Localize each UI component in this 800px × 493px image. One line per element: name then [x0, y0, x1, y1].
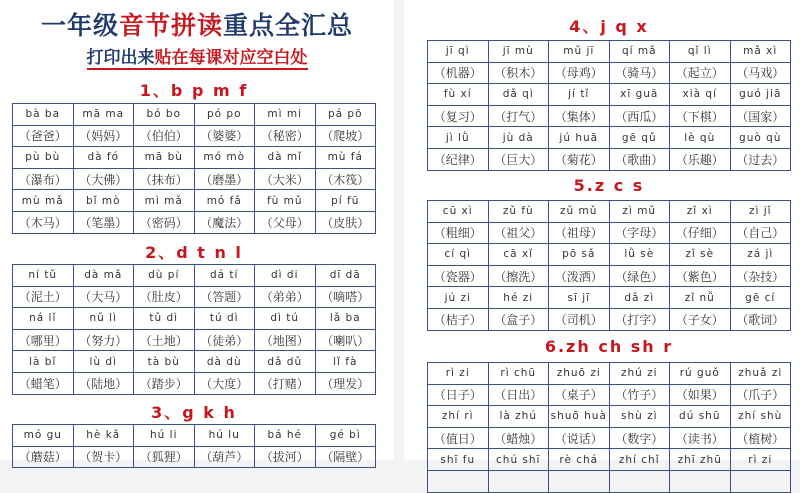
hanzi-row: [428, 148, 791, 170]
hanzi-cell: （绿色）: [609, 265, 670, 287]
section-heading: 4、j q x: [569, 17, 649, 36]
hanzi-cell: （擦洗）: [488, 265, 549, 287]
pinyin-row: [428, 244, 791, 266]
hanzi-cell: （瓷器）: [428, 265, 489, 287]
pinyin-row: [13, 425, 376, 447]
hanzi-cell: （瀑布）: [13, 168, 74, 190]
hanzi-cell: [428, 470, 489, 492]
hanzi-cell: （秘密）: [255, 125, 316, 147]
hanzi-cell: （司机）: [549, 308, 610, 330]
hanzi-cell: （日子）: [428, 384, 489, 406]
pinyin-cell: cū xì: [428, 201, 489, 223]
pinyin-cell: zǐ nǚ: [670, 287, 731, 309]
hanzi-cell: （歌曲）: [609, 148, 670, 170]
pinyin-cell: tà bù: [134, 351, 195, 373]
hanzi-cell: （木筏）: [315, 168, 376, 190]
pinyin-row: [13, 190, 376, 212]
pinyin-cell: bó bo: [134, 104, 195, 126]
section-heading: 2、d t n l: [145, 243, 243, 262]
pinyin-cell: là zhú: [488, 406, 549, 428]
pinyin-row: [428, 127, 791, 149]
pinyin-cell: dì tú: [255, 308, 316, 330]
hanzi-cell: （打气）: [488, 105, 549, 127]
pinyin-cell: tú dì: [194, 308, 255, 330]
pinyin-cell: dǎ dǔ: [255, 351, 316, 373]
pinyin-cell: lǐ fà: [315, 351, 376, 373]
pinyin-cell: dù pí: [134, 265, 195, 287]
hanzi-cell: （说话）: [549, 427, 610, 449]
hanzi-cell: （抹布）: [134, 168, 195, 190]
pinyin-cell: mù fá: [315, 147, 376, 169]
syllable-table: [427, 362, 791, 493]
hanzi-cell: （菊花）: [549, 148, 610, 170]
pinyin-row: [428, 287, 791, 309]
hanzi-row: [428, 265, 791, 287]
pinyin-cell: rì zi: [428, 363, 489, 385]
pinyin-cell: sī jī: [549, 287, 610, 309]
hanzi-row: [428, 308, 791, 330]
hanzi-cell: （婆婆）: [194, 125, 255, 147]
hanzi-cell: （磨墨）: [194, 168, 255, 190]
syllable-table: [12, 103, 376, 234]
pinyin-cell: zhuō zi: [549, 363, 610, 385]
hanzi-cell: （蜡笔）: [13, 372, 74, 394]
hanzi-cell: （土地）: [134, 329, 195, 351]
hanzi-row: [428, 427, 791, 449]
pinyin-row: [428, 41, 791, 63]
hanzi-cell: [609, 470, 670, 492]
syllable-table: [427, 200, 791, 331]
hanzi-cell: （妈妈）: [73, 125, 134, 147]
pinyin-cell: dà dù: [194, 351, 255, 373]
section-heading: 1、b p m f: [139, 81, 249, 100]
hanzi-cell: （父母）: [255, 211, 316, 233]
pinyin-cell: dá tí: [194, 265, 255, 287]
hanzi-cell: （努力）: [73, 329, 134, 351]
pinyin-cell: cí qì: [428, 244, 489, 266]
subtitle-part2: 贴在每课对应空白处: [154, 48, 308, 68]
hanzi-cell: （歌词）: [730, 308, 791, 330]
pinyin-cell: dī dā: [315, 265, 376, 287]
pinyin-cell: mì mi: [255, 104, 316, 126]
pinyin-cell: rè chá: [549, 449, 610, 471]
hanzi-cell: （乐趣）: [670, 148, 731, 170]
pinyin-cell: rì zi: [730, 449, 791, 471]
pinyin-cell: zhí rì: [428, 406, 489, 428]
hanzi-row: [13, 446, 376, 468]
hanzi-cell: （日出）: [488, 384, 549, 406]
hanzi-cell: [670, 470, 731, 492]
pinyin-cell: mó fǎ: [194, 190, 255, 212]
hanzi-cell: （弟弟）: [255, 286, 316, 308]
hanzi-cell: （下棋）: [670, 105, 731, 127]
title-part2: 音节拼读: [118, 11, 223, 40]
hanzi-row: [428, 105, 791, 127]
hanzi-cell: （蘑菇）: [13, 446, 74, 468]
pinyin-row: [13, 147, 376, 169]
hanzi-cell: （狐狸）: [134, 446, 195, 468]
hanzi-row: [428, 384, 791, 406]
pinyin-cell: guò qù: [730, 127, 791, 149]
hanzi-cell: （如果）: [670, 384, 731, 406]
hanzi-cell: （母鸡）: [549, 62, 610, 84]
section-heading: 6.zh ch sh r: [544, 337, 674, 356]
pinyin-row: [13, 104, 376, 126]
pinyin-cell: zǐ sè: [670, 244, 731, 266]
hanzi-cell: （笔墨）: [73, 211, 134, 233]
hanzi-row: [13, 329, 376, 351]
pinyin-cell: gē qǔ: [609, 127, 670, 149]
pinyin-cell: zhú zi: [609, 363, 670, 385]
hanzi-row: [13, 125, 376, 147]
pinyin-cell: mā ma: [73, 104, 134, 126]
pinyin-cell: zhí chǐ: [609, 449, 670, 471]
hanzi-cell: （密码）: [134, 211, 195, 233]
hanzi-cell: （泥土）: [13, 286, 74, 308]
pinyin-cell: dà fó: [73, 147, 134, 169]
pinyin-cell: cā xǐ: [488, 244, 549, 266]
syllable-table: [427, 40, 791, 171]
pinyin-cell: zhí shù: [730, 406, 791, 428]
pinyin-cell: gé bì: [315, 425, 376, 447]
hanzi-row: [13, 168, 376, 190]
pinyin-cell: zhuǎ zi: [730, 363, 791, 385]
pinyin-cell: hé zi: [488, 287, 549, 309]
hanzi-cell: （值日）: [428, 427, 489, 449]
pinyin-cell: jì lǜ: [428, 127, 489, 149]
hanzi-cell: （哪里）: [13, 329, 74, 351]
hanzi-cell: （巨大）: [488, 148, 549, 170]
pinyin-cell: fù mǔ: [255, 190, 316, 212]
pinyin-cell: shuō huà: [549, 406, 610, 428]
hanzi-cell: （大马）: [73, 286, 134, 308]
hanzi-cell: （木马）: [13, 211, 74, 233]
pinyin-cell: jù dà: [488, 127, 549, 149]
pinyin-cell: jí tǐ: [549, 84, 610, 106]
hanzi-cell: （国家）: [730, 105, 791, 127]
pinyin-cell: pí fū: [315, 190, 376, 212]
hanzi-cell: （喇叭）: [315, 329, 376, 351]
pinyin-cell: rú guǒ: [670, 363, 731, 385]
hanzi-row: [13, 372, 376, 394]
hanzi-cell: （桌子）: [549, 384, 610, 406]
pinyin-cell: chú shī: [488, 449, 549, 471]
left-page: [0, 0, 394, 465]
hanzi-cell: （葫芦）: [194, 446, 255, 468]
pinyin-cell: xià qí: [670, 84, 731, 106]
pinyin-cell: nǔ lì: [73, 308, 134, 330]
pinyin-cell: zǐ xì: [670, 201, 731, 223]
hanzi-cell: （答题）: [194, 286, 255, 308]
hanzi-cell: （祖父）: [488, 222, 549, 244]
subtitle-part1: 打印出来: [86, 48, 155, 68]
hanzi-cell: [488, 470, 549, 492]
hanzi-cell: （贺卡）: [73, 446, 134, 468]
hanzi-cell: （集体）: [549, 105, 610, 127]
pinyin-cell: qí mǎ: [609, 41, 670, 63]
pinyin-row: [428, 84, 791, 106]
syllable-table: [12, 424, 376, 468]
pinyin-cell: zá jì: [730, 244, 791, 266]
section-heading: 5.z c s: [573, 176, 645, 195]
hanzi-cell: [549, 470, 610, 492]
hanzi-cell: （打字）: [609, 308, 670, 330]
hanzi-cell: （蜡烛）: [488, 427, 549, 449]
pinyin-cell: dà mǐ: [255, 147, 316, 169]
pinyin-cell: rì chū: [488, 363, 549, 385]
pinyin-cell: lù dì: [73, 351, 134, 373]
pinyin-cell: zhī zhū: [670, 449, 731, 471]
hanzi-row: [428, 470, 791, 492]
page-title: [0, 6, 394, 42]
pinyin-cell: mó mò: [194, 147, 255, 169]
pinyin-cell: shī fu: [428, 449, 489, 471]
pinyin-cell: jú huā: [549, 127, 610, 149]
pinyin-cell: dà mǎ: [73, 265, 134, 287]
pinyin-cell: hú lu: [194, 425, 255, 447]
pinyin-cell: jī qì: [428, 41, 489, 63]
hanzi-cell: （机器）: [428, 62, 489, 84]
hanzi-cell: （过去）: [730, 148, 791, 170]
hanzi-row: [428, 222, 791, 244]
pinyin-row: [13, 351, 376, 373]
hanzi-cell: （泼洒）: [549, 265, 610, 287]
pinyin-cell: pó po: [194, 104, 255, 126]
hanzi-cell: （竹子）: [609, 384, 670, 406]
hanzi-cell: （理发）: [315, 372, 376, 394]
pinyin-cell: lè qù: [670, 127, 731, 149]
pinyin-cell: pù bù: [13, 147, 74, 169]
pinyin-cell: ní tǔ: [13, 265, 74, 287]
hanzi-cell: （大佛）: [73, 168, 134, 190]
pinyin-cell: qǐ lì: [670, 41, 731, 63]
hanzi-cell: （徒弟）: [194, 329, 255, 351]
hanzi-cell: （打赌）: [255, 372, 316, 394]
pinyin-row: [428, 201, 791, 223]
hanzi-cell: （数字）: [609, 427, 670, 449]
pinyin-row: [428, 363, 791, 385]
hanzi-cell: （积木）: [488, 62, 549, 84]
hanzi-cell: （字母）: [609, 222, 670, 244]
hanzi-cell: （纪律）: [428, 148, 489, 170]
hanzi-cell: （魔法）: [194, 211, 255, 233]
hanzi-cell: （嘀嗒）: [315, 286, 376, 308]
title-part3: 重点全汇总: [223, 11, 354, 40]
pinyin-cell: bá hé: [255, 425, 316, 447]
pinyin-row: [13, 308, 376, 330]
hanzi-cell: （陆地）: [73, 372, 134, 394]
pinyin-cell: jú zi: [428, 287, 489, 309]
pinyin-cell: mǔ jī: [549, 41, 610, 63]
title-part1: 一年级: [40, 11, 119, 40]
hanzi-cell: （大度）: [194, 372, 255, 394]
pinyin-cell: tǔ dì: [134, 308, 195, 330]
pinyin-cell: zì jǐ: [730, 201, 791, 223]
pinyin-cell: mù mǎ: [13, 190, 74, 212]
pinyin-cell: lǎ ba: [315, 308, 376, 330]
pinyin-cell: mì mǎ: [134, 190, 195, 212]
pinyin-cell: dǎ zì: [609, 287, 670, 309]
pinyin-cell: lǜ sè: [609, 244, 670, 266]
pinyin-cell: dú shū: [670, 406, 731, 428]
pinyin-cell: xī guā: [609, 84, 670, 106]
hanzi-cell: （皮肤）: [315, 211, 376, 233]
pinyin-cell: zǔ mǔ: [549, 201, 610, 223]
pinyin-cell: bǐ mò: [73, 190, 134, 212]
pinyin-cell: pá pō: [315, 104, 376, 126]
hanzi-cell: （祖母）: [549, 222, 610, 244]
hanzi-cell: （紫色）: [670, 265, 731, 287]
hanzi-cell: （杂技）: [730, 265, 791, 287]
hanzi-row: [13, 286, 376, 308]
hanzi-cell: [730, 470, 791, 492]
hanzi-cell: （地图）: [255, 329, 316, 351]
pinyin-cell: là bǐ: [13, 351, 74, 373]
hanzi-cell: （伯伯）: [134, 125, 195, 147]
hanzi-cell: （植树）: [730, 427, 791, 449]
pinyin-cell: zì mǔ: [609, 201, 670, 223]
pinyin-cell: mā bù: [134, 147, 195, 169]
pinyin-cell: gē cí: [730, 287, 791, 309]
pinyin-cell: guó jiā: [730, 84, 791, 106]
pinyin-cell: pō sǎ: [549, 244, 610, 266]
hanzi-cell: （仔细）: [670, 222, 731, 244]
hanzi-cell: （爪子）: [730, 384, 791, 406]
subtitle: [0, 43, 394, 68]
pinyin-cell: zǔ fù: [488, 201, 549, 223]
hanzi-cell: （踏步）: [134, 372, 195, 394]
pinyin-cell: hè kǎ: [73, 425, 134, 447]
pinyin-row: [13, 265, 376, 287]
pinyin-cell: dǎ qì: [488, 84, 549, 106]
pinyin-cell: shù zì: [609, 406, 670, 428]
pinyin-cell: dì di: [255, 265, 316, 287]
hanzi-cell: （盒子）: [488, 308, 549, 330]
hanzi-cell: （爸爸）: [13, 125, 74, 147]
section-heading: 3、g k h: [151, 403, 237, 422]
hanzi-cell: （读书）: [670, 427, 731, 449]
pinyin-cell: jī mù: [488, 41, 549, 63]
hanzi-cell: （西瓜）: [609, 105, 670, 127]
hanzi-cell: （子女）: [670, 308, 731, 330]
right-page: [404, 0, 800, 466]
hanzi-cell: （骑马）: [609, 62, 670, 84]
hanzi-cell: （隔壁）: [315, 446, 376, 468]
pinyin-cell: mǎ xì: [730, 41, 791, 63]
hanzi-cell: （起立）: [670, 62, 731, 84]
hanzi-cell: （肚皮）: [134, 286, 195, 308]
hanzi-cell: （拔河）: [255, 446, 316, 468]
hanzi-cell: （马戏）: [730, 62, 791, 84]
hanzi-cell: （自己）: [730, 222, 791, 244]
hanzi-cell: （桔子）: [428, 308, 489, 330]
pinyin-row: [428, 406, 791, 428]
pinyin-cell: mó gu: [13, 425, 74, 447]
syllable-table: [12, 264, 376, 395]
pinyin-cell: ná lǐ: [13, 308, 74, 330]
hanzi-row: [428, 62, 791, 84]
pinyin-cell: bà ba: [13, 104, 74, 126]
hanzi-cell: （爬坡）: [315, 125, 376, 147]
hanzi-row: [13, 211, 376, 233]
hanzi-cell: （粗细）: [428, 222, 489, 244]
hanzi-cell: （复习）: [428, 105, 489, 127]
pinyin-cell: hú li: [134, 425, 195, 447]
pinyin-cell: fù xí: [428, 84, 489, 106]
hanzi-cell: （大米）: [255, 168, 316, 190]
